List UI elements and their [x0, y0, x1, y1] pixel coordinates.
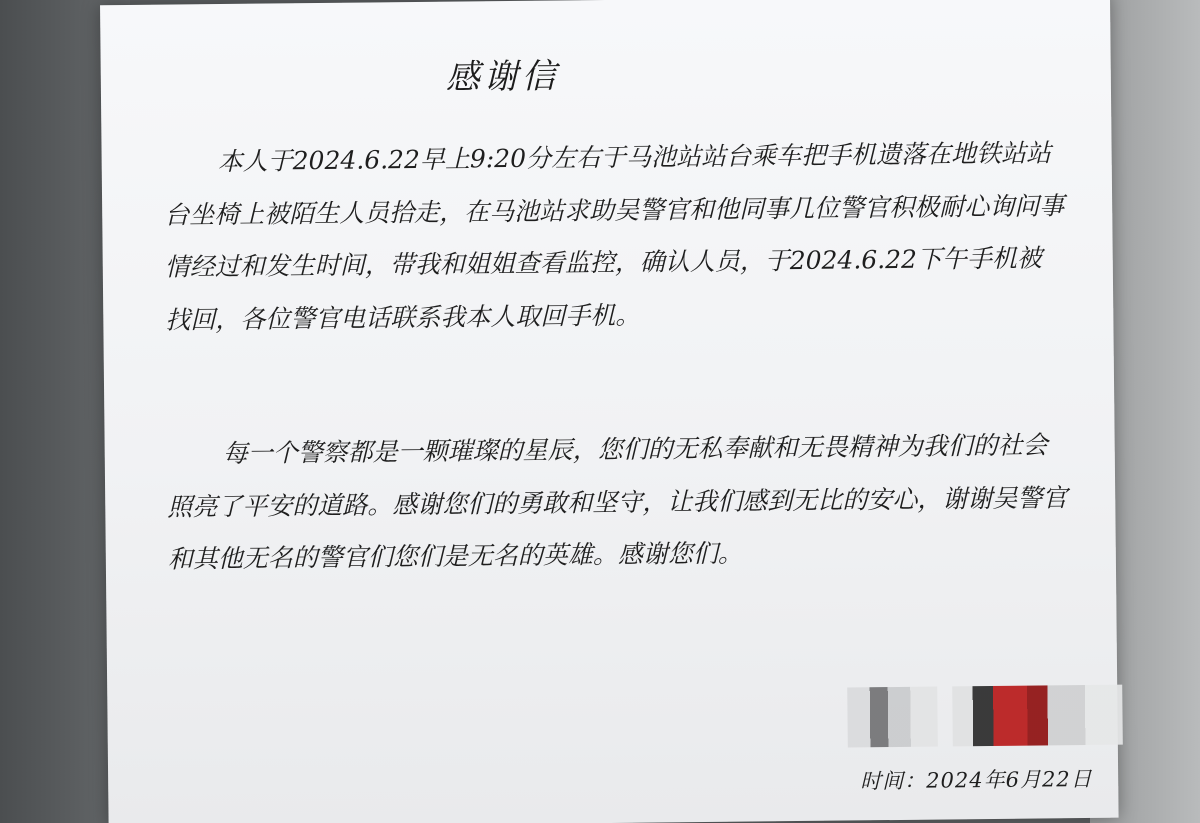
letter-paper: [100, 0, 1119, 823]
redacted-name-block: [847, 687, 938, 748]
letter-date: 时间：2024年6月22日: [860, 766, 1093, 794]
letter-paragraph-1: 本人于2024.6.22早上9:20分左右于马池站站台乘车把手机遗落在地铁站站台坐椅上被陌生人员拾走，在马池站求助吴警官和他同事几位警官积极耐心询问事情经过和发生时间，带我和姐姐查看监控，确认人员，于2024.6.22下午手机被找回，各位警官电话联系我本人取回手机。: [164, 138, 1065, 335]
redacted-signature-stamp: [952, 685, 1123, 747]
letter-title: 感谢信: [445, 56, 561, 98]
letter-paragraph-2: 每一个警察都是一颗璀璨的星辰，您们的无私奉献和无畏精神为我们的社会照亮了平安的道路。感谢您们的勇敢和坚守，让我们感到无比的安心，谢谢吴警官和其他无名的警官们您们是无名的英雄。感谢您们。: [167, 430, 1068, 574]
